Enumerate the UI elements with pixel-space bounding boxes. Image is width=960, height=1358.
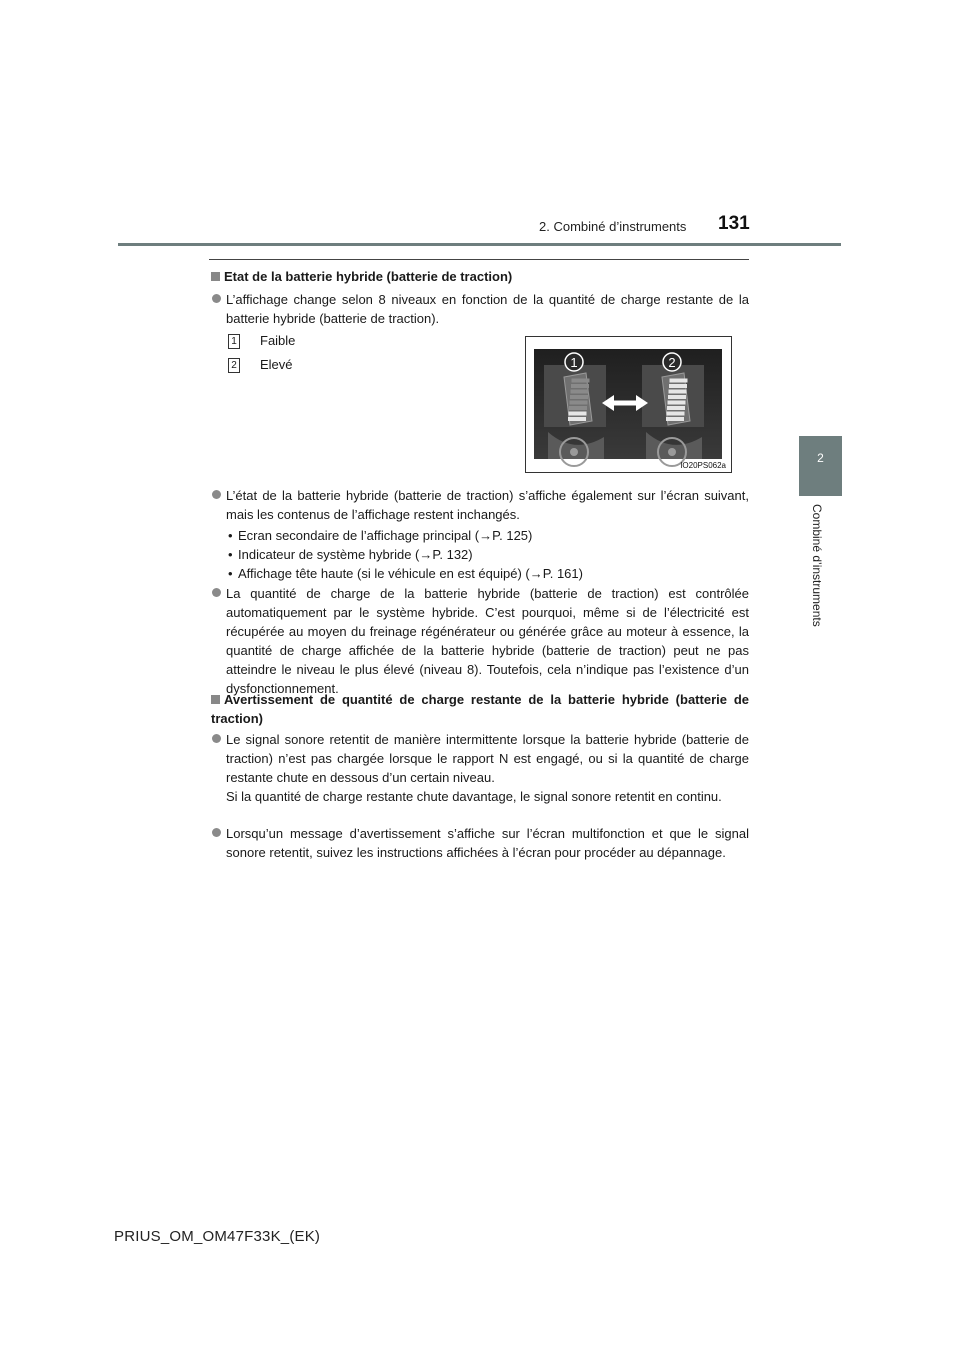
charge-bar (669, 390, 687, 394)
callout-number-2: 2 (228, 358, 240, 373)
square-bullet-icon (211, 272, 220, 281)
display-list (228, 526, 748, 583)
list-item[interactable]: • Indicateur de système hybride (→P. 132) (228, 545, 748, 564)
square-bullet-icon (211, 695, 220, 704)
round-bullet-icon (212, 490, 221, 499)
round-bullet-icon (212, 828, 221, 837)
page-number: 131 (718, 213, 750, 234)
charge-bar (569, 406, 587, 410)
charge-bar (570, 395, 588, 399)
charge-bar (666, 417, 684, 421)
charge-bar (570, 401, 588, 405)
figure-code: IO20PS062a (680, 461, 726, 470)
charge-bar (668, 395, 686, 399)
gauge-panel-high (642, 365, 704, 466)
battery-gauge-illustration (526, 337, 731, 472)
callout-number-1: 1 (228, 334, 240, 349)
list-item[interactable]: • Ecran secondaire de l’affichage principal (→P. 125) (228, 526, 748, 545)
section-heading-charge-warning: Avertissement de quantité de charge restante de la batterie hybride (batterie de traction) (211, 692, 749, 726)
chapter-tab-label: Combiné d’instruments (810, 504, 824, 627)
charge-bar (668, 401, 686, 405)
bullet-warning-message: Lorsqu’un message d’avertissement s’affiche sur l’écran multifonction et que le signal sonore retentit, suivez les instructions affichées à l’écran pour procéder au dépannage. (226, 824, 749, 862)
charge-bar (572, 379, 590, 383)
content-rule (209, 259, 749, 260)
bullet-other-displays: L’état de la batterie hybride (batterie de traction) s’affiche également sur l’écran suivant, mais les contenus de l’affichage restent inchangés. (226, 486, 749, 524)
charge-bar (667, 412, 685, 416)
document-footer: PRIUS_OM_OM47F33K_(EK) (114, 1228, 321, 1245)
svg-text:1: 1 (570, 355, 578, 370)
callout-label-1: Faible (260, 333, 296, 348)
round-bullet-icon (212, 294, 221, 303)
charge-bar (667, 406, 685, 410)
bullet-display-levels: L’affichage change selon 8 niveaux en fonction de la quantité de charge restante de la batterie hybride (batterie de traction). (226, 290, 749, 328)
round-bullet-icon (212, 588, 221, 597)
battery-level-figure (525, 336, 732, 473)
section-heading-battery-status: Etat de la batterie hybride (batterie de traction) (211, 267, 751, 286)
callout-item-1 (228, 332, 295, 350)
charge-bar (568, 417, 586, 421)
charge-bar (669, 384, 687, 388)
marker-2 (663, 353, 681, 371)
header-rule (118, 243, 841, 246)
header-section-title: 2. Combiné d’instruments (539, 219, 687, 234)
list-item[interactable]: • Affichage tête haute (si le véhicule en est équipé) (→P. 161) (228, 564, 748, 583)
gauge-panel-low (544, 365, 606, 466)
bullet-warning-signal: Le signal sonore retentit de manière intermittente lorsque la batterie hybride (batterie de traction) n’est pas chargée lorsque le rapport N est engagé, ou si la quantité de charge restante chute en dessous d’un certain niveau. Si la quantité de charge restante chute davantage, le signal sonore retentit en continu. (226, 730, 749, 806)
chapter-tab-number: 2 (817, 451, 824, 465)
svg-text:2: 2 (668, 355, 676, 370)
round-bullet-icon (212, 734, 221, 743)
bullet-charge-control: La quantité de charge de la batterie hybride (batterie de traction) est contrôlée automatiquement par le système hybride. C’est pourquoi, même si de l’électricité est récupérée au moyen du freinage régénérateur ou générée grâce au moteur à essence, la quantité de charge affichée de la batterie hybride (batterie de traction) peut ne pas atteindre le niveau le plus élevé (niveau 8). Toutefois, cela n’indique pas l’existence d’un dysfonctionnement. (226, 584, 749, 698)
charge-bar (670, 379, 688, 383)
chapter-tab[interactable] (799, 436, 842, 496)
callout-label-2: Elevé (260, 357, 293, 372)
charge-bar (569, 412, 587, 416)
marker-1 (565, 353, 583, 371)
charge-bar (571, 390, 589, 394)
callout-item-2 (228, 356, 293, 374)
charge-bar (571, 384, 589, 388)
